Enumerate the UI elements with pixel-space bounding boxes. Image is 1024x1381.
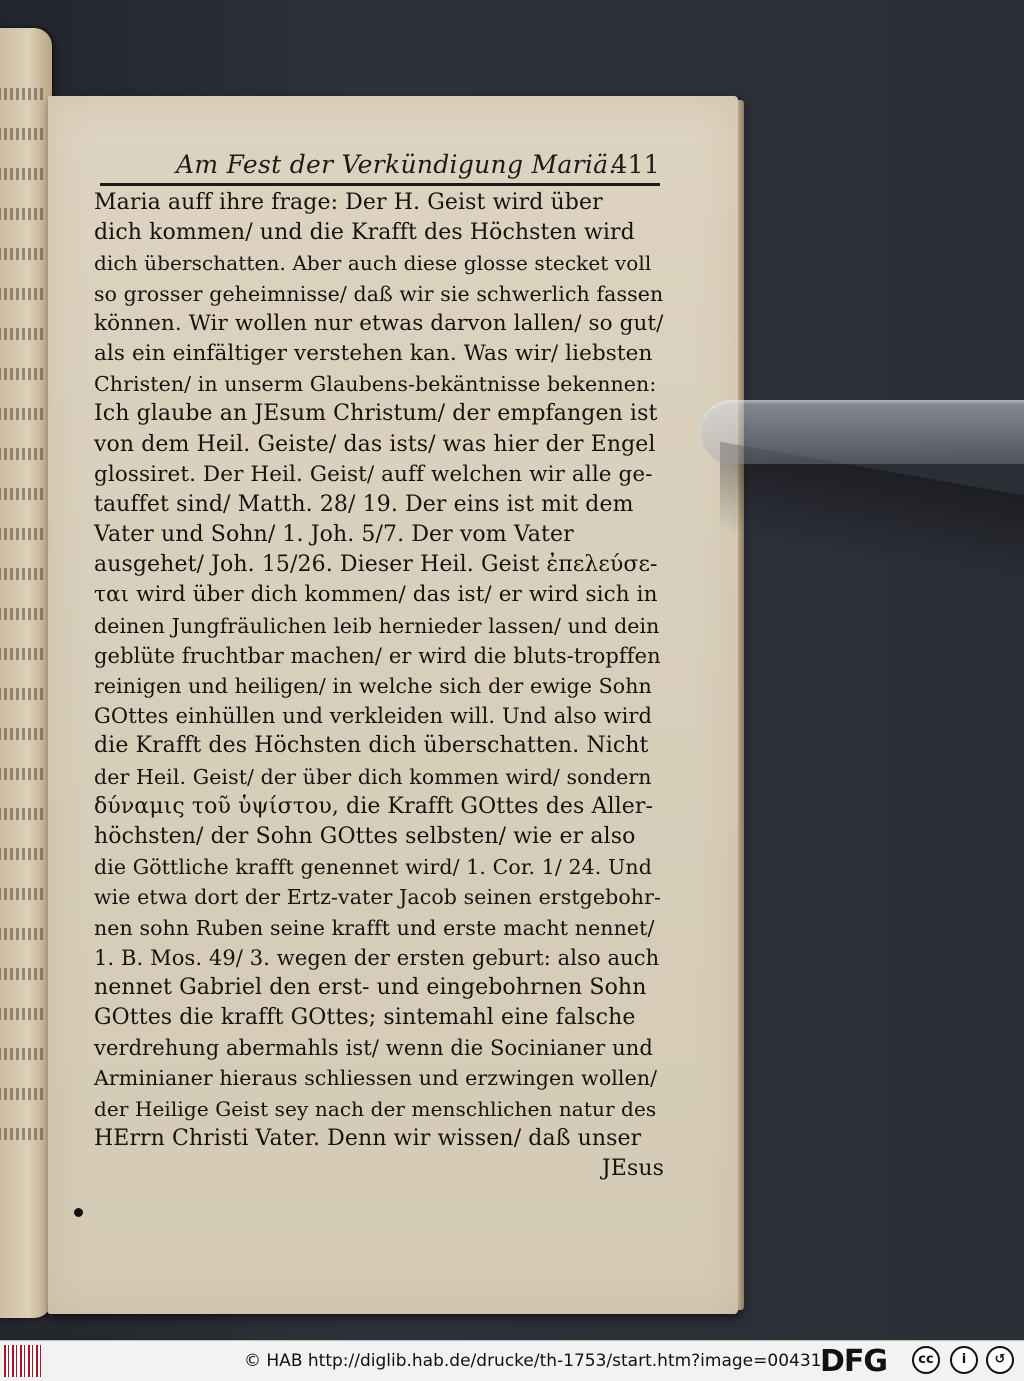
- text-line: geblüte fruchtbar machen/ er wird die bluts-tropffen: [94, 643, 661, 668]
- text-line: JEsus: [601, 1156, 664, 1181]
- adjacent-text-fragment: [0, 528, 46, 540]
- adjacent-text-fragment: [0, 848, 46, 860]
- adjacent-text-fragment: [0, 1048, 46, 1060]
- header-rule: [100, 183, 660, 186]
- page-holder-clip: [700, 400, 1024, 464]
- adjacent-text-fragment: [0, 288, 46, 300]
- text-line: nen sohn Ruben seine krafft und erste macht nennet/: [94, 915, 655, 940]
- text-line: so grosser geheimnisse/ daß wir sie schwerlich fassen: [94, 281, 664, 306]
- hab-logo-icon[interactable]: [4, 1345, 42, 1377]
- ink-dot: [74, 1208, 83, 1217]
- text-line: GOttes die krafft GOttes; sintemahl eine falsche: [94, 1005, 636, 1031]
- adjacent-text-fragment: [0, 688, 46, 700]
- adjacent-text-fragment: [0, 408, 46, 420]
- text-line: HErrn Christi Vater. Denn wir wissen/ daß unser: [94, 1125, 642, 1151]
- adjacent-text-fragment: [0, 1128, 46, 1140]
- adjacent-text-fragment: [0, 568, 46, 580]
- text-line: wie etwa dort der Ertz-vater Jacob seinen erstgebohr-: [94, 885, 662, 910]
- running-header: [124, 146, 664, 186]
- adjacent-text-fragment: [0, 888, 46, 900]
- adjacent-text-fragment: [0, 128, 46, 140]
- adjacent-text-fragment: [0, 248, 46, 260]
- adjacent-text-fragment: [0, 328, 46, 340]
- by-icon[interactable]: i: [950, 1346, 978, 1374]
- adjacent-text-fragment: [0, 968, 46, 980]
- adjacent-text-fragment: [0, 168, 46, 180]
- text-line: als ein einfältiger verstehen kan. Was wir/ liebsten: [94, 340, 653, 366]
- cc-icon[interactable]: cc: [912, 1346, 940, 1374]
- text-line: von dem Heil. Geiste/ das ists/ was hier der Engel: [94, 431, 656, 457]
- text-line: glossiret. Der Heil. Geist/ auff welchen wir alle ge-: [94, 461, 653, 487]
- adjacent-page-edge: [0, 28, 52, 1318]
- adjacent-text-fragment: [0, 728, 46, 740]
- adjacent-text-fragment: [0, 808, 46, 820]
- adjacent-text-fragment: [0, 1008, 46, 1020]
- adjacent-text-fragment: [0, 648, 46, 660]
- text-line: Ich glaube an JEsum Christum/ der empfangen ist: [94, 401, 658, 427]
- source-link[interactable]: © HAB http://diglib.hab.de/drucke/th-1753/start.htm?image=00431: [244, 1351, 822, 1371]
- text-line: der Heilige Geist sey nach der menschlichen natur des: [94, 1096, 657, 1121]
- text-line: δύναμις τοῦ ὑψίστου, die Krafft GOttes des Aller-: [94, 793, 654, 819]
- text-line: dich überschatten. Aber auch diese glosse stecket voll: [94, 251, 652, 276]
- adjacent-text-fragment: [0, 208, 46, 220]
- page-number: 411: [611, 150, 660, 179]
- adjacent-text-fragment: [0, 608, 46, 620]
- text-line: die Krafft des Höchsten dich überschatten. Nicht: [94, 733, 649, 759]
- text-line: reinigen und heiligen/ in welche sich der ewige Sohn: [94, 674, 652, 698]
- sa-icon[interactable]: ↺: [986, 1346, 1014, 1374]
- text-line: die Göttliche krafft genennet wird/ 1. Cor. 1/ 24. Und: [94, 855, 652, 880]
- adjacent-text-fragment: [0, 488, 46, 500]
- adjacent-text-fragment: [0, 88, 46, 100]
- page-body-text: [94, 188, 664, 1184]
- text-line: nennet Gabriel den erst- und eingebohrnen Sohn: [94, 974, 647, 1000]
- adjacent-text-fragment: [0, 928, 46, 940]
- text-line: Arminianer hieraus schliessen und erzwingen wollen/: [94, 1066, 658, 1091]
- text-line: ausgehet/ Joh. 15/26. Dieser Heil. Geist ἐπελεύσε-: [94, 552, 658, 578]
- text-line: GOttes einhüllen und verkleiden will. Und also wird: [94, 704, 653, 729]
- text-line: dich kommen/ und die Krafft des Höchsten wird: [94, 220, 635, 246]
- text-line: Christen/ in unserm Glaubens-bekäntnisse bekennen:: [94, 372, 657, 397]
- adjacent-text-fragment: [0, 368, 46, 380]
- text-line: verdrehung abermahls ist/ wenn die Socinianer und: [94, 1036, 653, 1061]
- text-line: tauffet sind/ Matth. 28/ 19. Der eins ist mit dem: [94, 491, 634, 517]
- page-edge: [738, 100, 744, 1310]
- text-line: Vater und Sohn/ 1. Joh. 5/7. Der vom Vater: [94, 522, 574, 548]
- text-line: 1. B. Mos. 49/ 3. wegen der ersten geburt: also auch: [94, 945, 660, 970]
- text-line: der Heil. Geist/ der über dich kommen wird/ sondern: [94, 764, 652, 789]
- text-line: können. Wir wollen nur etwas darvon lallen/ so gut/: [94, 310, 664, 336]
- adjacent-text-fragment: [0, 1088, 46, 1100]
- dfg-logo[interactable]: DFG: [820, 1344, 888, 1379]
- footer-bar: [0, 1340, 1024, 1381]
- text-line: Maria auff ihre frage: Der H. Geist wird über: [94, 190, 603, 215]
- text-line: höchsten/ der Sohn GOttes selbsten/ wie er also: [94, 823, 636, 849]
- text-line: ται wird über dich kommen/ das ist/ er wird sich in: [94, 582, 658, 608]
- header-title: Am Fest der Verkündigung Mariä.: [176, 150, 617, 179]
- text-line: deinen Jungfräulichen leib hernieder lassen/ und dein: [94, 613, 660, 638]
- adjacent-text-fragment: [0, 768, 46, 780]
- adjacent-text-fragment: [0, 448, 46, 460]
